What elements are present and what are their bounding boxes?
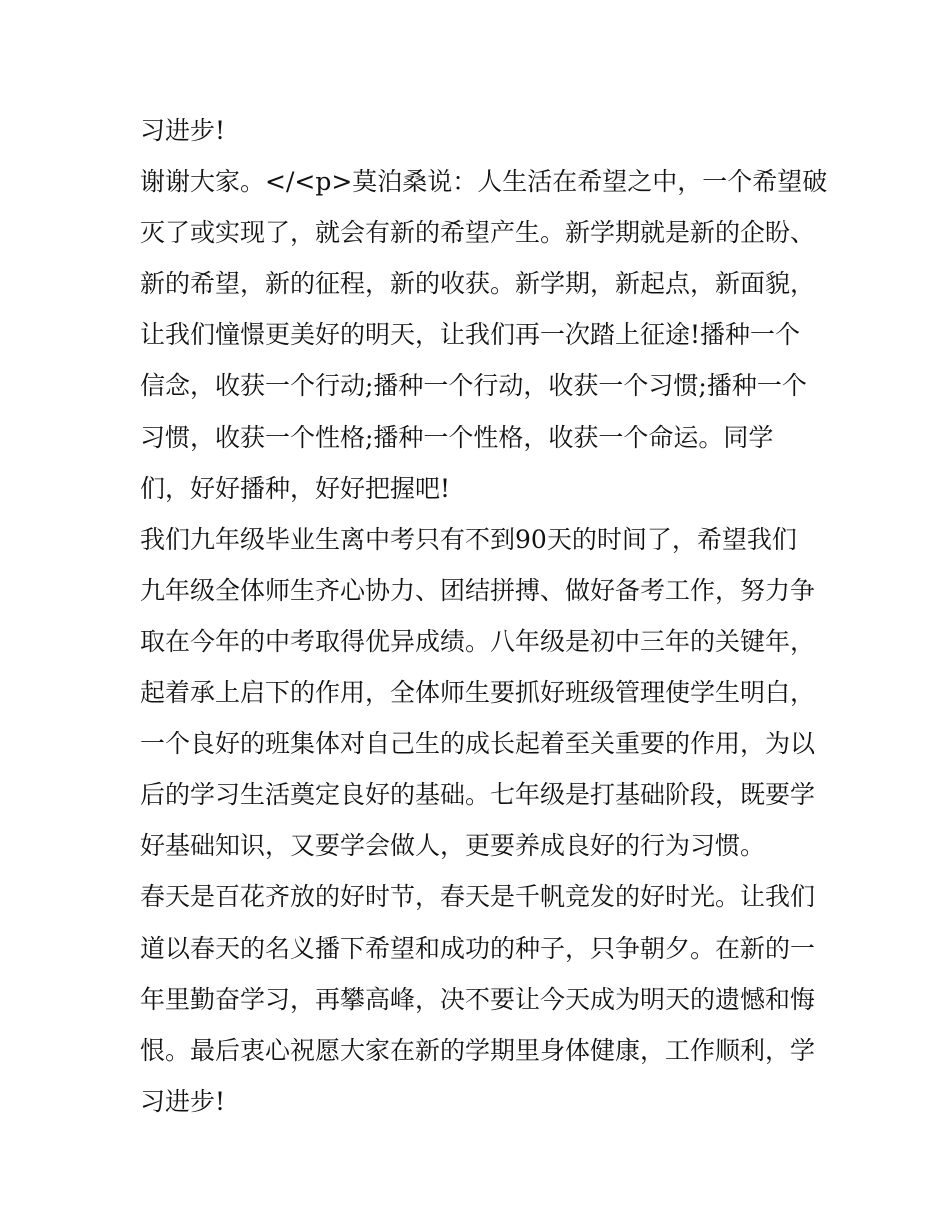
text-line: 信念，收获一个行动;播种一个行动，收获一个习惯;播种一个 [140, 371, 807, 401]
text-line: 年里勤奋学习，再攀高峰，决不要让今天成为明天的遗憾和悔 [140, 984, 816, 1014]
text-line: 好基础知识，又要学会做人，更要养成良好的行为习惯。 [140, 831, 766, 861]
text-line: 习进步! [140, 1086, 226, 1116]
text-line: 让我们憧憬更美好的明天，让我们再一次踏上征途!播种一个 [140, 320, 801, 350]
text-line: 习进步! [140, 116, 226, 145]
text-line: 道以春天的名义播下希望和成功的种子，只争朝夕。在新的一 [140, 933, 816, 963]
text-line: 新的希望，新的征程，新的收获。新学期，新起点，新面貌， [140, 269, 816, 299]
text-line: 谢谢大家。</<p>莫泊桑说：人生活在希望之中，一个希望破 [140, 167, 828, 197]
text-line: 习惯，收获一个性格;播种一个性格，收获一个命运。同学 [140, 422, 774, 452]
text-line: 九年级全体师生齐心协力、团结拼搏、做好备考工作，努力争 [140, 575, 816, 605]
text-line: 取在今年的中考取得优异成绩。八年级是初中三年的关键年， [140, 626, 816, 656]
text-line: 们，好好播种，好好把握吧! [140, 473, 451, 503]
text-line: 一个良好的班集体对自己生的成长起着至关重要的作用，为以 [140, 729, 816, 759]
document-body [140, 105, 828, 1127]
text-line: 灭了或实现了，就会有新的希望产生。新学期就是新的企盼、 [140, 218, 816, 248]
text-line: 起着承上启下的作用，全体师生要抓好班级管理使学生明白， [140, 678, 816, 708]
text-line: 我们九年级毕业生离中考只有不到90天的时间了，希望我们 [140, 524, 797, 554]
text-line: 后的学习生活奠定良好的基础。七年级是打基础阶段，既要学 [140, 780, 816, 810]
text-line: 恨。最后衷心祝愿大家在新的学期里身体健康，工作顺利，学 [140, 1035, 816, 1065]
text-line: 春天是百花齐放的好时节，春天是千帆竞发的好时光。让我们 [140, 882, 816, 912]
